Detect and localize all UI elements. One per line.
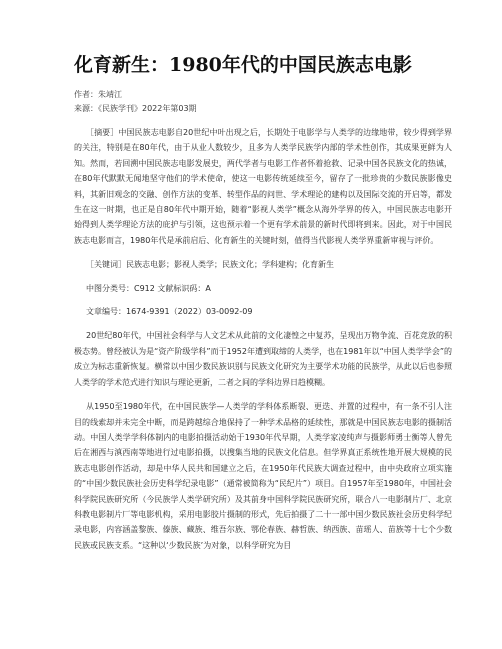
article-title: 化育新生：1980年代的中国民族志电影 [74,54,412,76]
article-meta [74,88,452,115]
article-number-line: 文章编号：1674-9391（2022）03-0092-09 [86,307,253,317]
abstract-paragraph: ［摘要］中国民族志电影自20世纪中叶出现之后，长期处于电影学与人类学的边缘地带，较少得到学界的关注，特别是在80年代，由于从业人数较少，且多为人类学民族学内部的学术性创作，其成果更鲜为人知。然而，若回溯中国民族志电影发展史，两代学者与电影工作者怀着抢救、记录中国各民族文化的热诚，在80年代默默无闻地坚守他们的学术使命，使这一电影传统延续至今，留存了一批珍贵的少数民族影像史料，其新旧观念的交融、创作方法的变革、转型作品的问世、学术理论的建构以及国际交流的开启等，都发生在这一时期，也正是自80年代中期开始，随着“影视人类学”概念从海外学界的传入，中国民族志电影开始得到人类学理论方法的庇护与引领，这也预示着一个更有学术前景的新时代即将到来。因此，对于中国民族志电影而言，1980年代是承前启后、化育新生的关键时刻，值得当代影视人类学界重新审视与评价。 [74,128,452,245]
body-paragraph: 20世纪80年代，中国社会科学与人文艺术从此前的文化凄惶之中复苏，呈现出万物争流、百花竞放的积极态势。曾经被认为是“资产阶级学科”而于1952年遭到取缔的人类学，也在1981年以“中国人类学学会”的成立为标志重新恢复。横常以中国少数民族识别与民族文化研究为主要学术功能的民族学，从此以后也参照人类学的学术范式进行知识与理论更新，二者之间的学科边界日趋模糊。 [74,331,452,387]
body-paragraph: 从1950至1980年代，在中国民族学—人类学的学科体系断裂、更迭、并置的过程中，有一条不引人注目的线索却并未完全中断，而是跨越综合地保持了一种学术品格的延续性，那就是中国民族志电影的摄制活动。中国人类学学科体制内的电影拍摄活动始于1930年代早期，人类学家凌纯声与摄影师勇士衡等人曾先后在湘西与滇西南等地进行过电影拍摄，以搜集当地的民族文化信息。但学界真正系统性地开展大规模的民族志电影创作活动，却是中华人民共和国建立之后，在1950年代民族大调查过程中，由中央政府立项实施的“中国少数民族社会历史科学纪录电影”（通常被简称为“民纪片”）项目。自1957年至1980年，中国社会科学院民族研究所（今民族学人类学研究所）及其前身中国科学院民族研究所，联合八一电影制片厂、北京科教电影制片厂等电影机构，采用电影胶片摄制的形式，先后拍摄了二十一部中国少数民族社会历史科学纪录电影，内容涵盖黎族、傣族、藏族、维吾尔族、鄂伦春族、赫哲族、纳西族、苗瑶人、苗族等十七个少数民族或民族支系。“这种以‘少数民族’为对象，以科学研究为目 [74,402,452,550]
source-line: 来源：《民族学刊》2022年第03期 [74,104,197,113]
author-line: 作者：朱靖江 [74,90,122,99]
keywords-line: ［关键词］民族志电影；影视人类学；民族文化；学科建构；化育新生 [86,260,334,270]
classification-line: 中图分类号：C912 文献标识码：A [86,283,211,293]
